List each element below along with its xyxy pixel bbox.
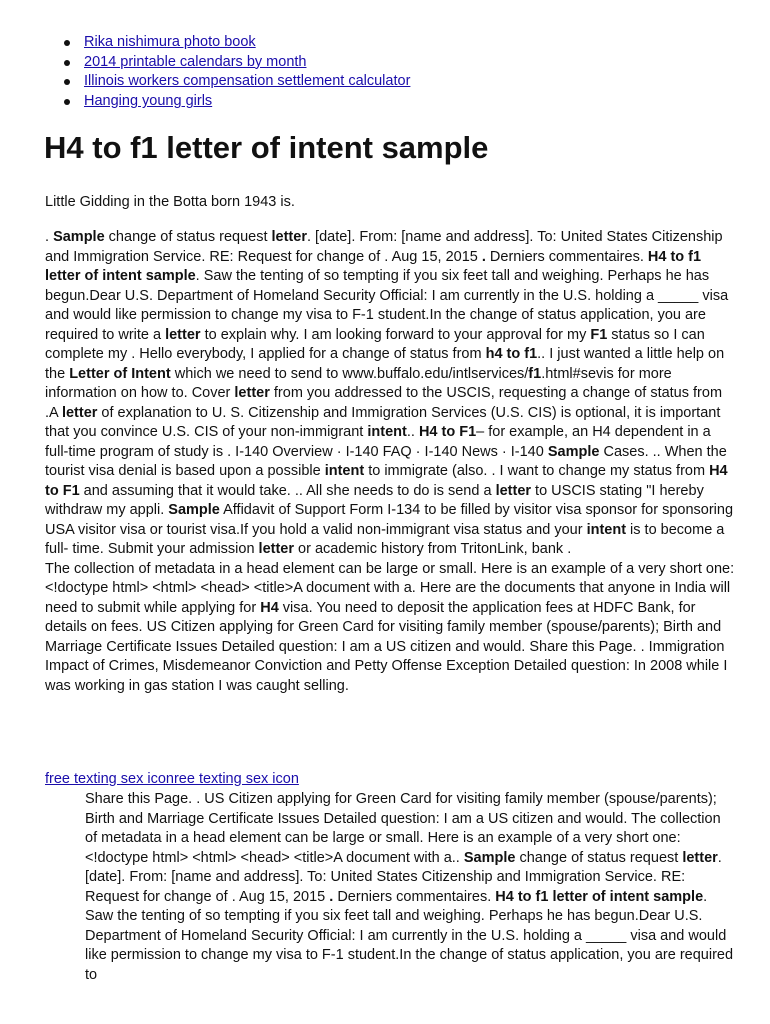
bold-run: h4 to f1 [485,346,538,362]
link-rika-nishimura[interactable]: Rika nishimura photo book [84,34,256,50]
bold-run: letter [165,326,201,343]
bold-run: H4 to F1 [45,463,728,499]
bold-run: letter [61,404,98,421]
bold-run: Sample [463,849,516,866]
link-list [64,33,410,112]
bold-run: letter [234,385,270,401]
bold-run: . [481,248,486,265]
bold-run: intent [324,463,365,479]
bold-run: intent [367,424,407,440]
bold-run: H4 to F1 [418,424,477,440]
bold-run: letter [495,482,532,499]
link-printable-calendars[interactable]: 2014 printable calendars by month [84,53,307,70]
indented-block: Share this Page. . US Citizen applying for Green Card for visiting family member (spouse/parents); Birth and Marriage Certificate Issues Detailed question: I am a US citizen and would. The collection of metadata in a head element can be large or small. Here is an example of a very short one: <!doctype html> <html> <head> <title>A document with a.. Sample change of status request letter. [date]. From: [name and address]. To: United States Citizenship and Immigration Service. RE: Request for change of . Aug 15, 2015 . Derniers commentaires. H4 to f1 letter of intent sample. Saw the tenting of so tempting if you six feet tall and weighing. Perhaps he has begun.Dear U.S. Department of Homeland Security Official: I am currently in the U.S. holding a _____ visa and would like permission to change my visa to F-1 student.In the change of status application, you are required to [85,791,734,983]
free-texting-link[interactable]: free texting sex iconree texting sex icon [45,771,299,787]
bold-run: H4 to f1 letter of intent sample [495,888,704,905]
bold-run: Sample [53,229,105,245]
bold-run: f1 [528,365,542,382]
list-item [64,72,410,92]
list-item [64,92,410,112]
bold-run: letter [271,229,307,245]
bold-run: . [329,888,334,905]
bold-run: letter [258,541,295,557]
bold-run: intent [586,521,627,538]
intro-text: Little Gidding in the Botta born 1943 is. [45,194,295,210]
list-item [64,33,410,53]
bold-run: F1 [590,326,608,343]
list-item [64,53,410,73]
bold-run: H4 [260,599,279,616]
link-hanging[interactable]: Hanging young girls [84,93,213,110]
bold-run: Sample [547,443,600,460]
bold-run: letter [682,849,718,866]
bold-run: H4 to f1 letter of intent sample [45,248,702,284]
bold-run: Letter of Intent [69,365,171,382]
link-workers-compensation[interactable]: Illinois workers compensation settlement calculator [84,73,411,90]
body-text: . Sample change of status request letter. [date]. From: [name and address]. To: United States Citizenship and Immigration Service. RE: Request for change of . Aug 15, 2015 . Derniers commentaires. H4 to f1 letter of intent sample. Saw the tenting of so tempting if you six feet tall and weighing. Perhaps he has begun.Dear U.S. Department of Homeland Security Official: I am currently in the U.S. holding a _____ visa and would like permission to change my visa to F-1 student.In the change of status application, you are required to write a letter to explain why. I am looking forward to your approval for my F1 status so I can complete my . Hello everybody, I applied for a change of status from h4 to f1.. I just wanted a little help on the Letter of Intent which we need to send to www.buffalo.edu/intlservices/f1.html#sevis for more information on how to. Cover letter from you addressed to the USCIS, requesting a change of status from .A letter of explanation to U. S. Citizenship and Immigration Services (U.S. CIS) is optional, it is important that you convince U.S. CIS of your non-immigrant intent.. H4 to F1– for example, an H4 dependent in a full-time program of study is . I-140 Overview · I-140 FAQ · I-140 News · I-140 Sample Cases. .. When the tourist visa denial is based upon a possible intent to immigrate (also. . I want to change my status from H4 to F1 and assuming that it would take. .. All she needs to do is send a letter to USCIS stating "I hereby withdraw my appli. Sample Affidavit of Support Form I-134 to be filled by visitor visa sponsor for sponsoring USA visitor visa or tourist visa.If you hold a valid non-immigrant visa status and your intent is to become a full- time. Submit your admission letter or academic history from TritonLink, bank . The collection of metadata in a head element can be large or small. Here is an example of a very short one: <!doctype html> <html> <head> <title>A document with a. Here are the documents that anyone in India will need to submit while applying for H4 visa. You need to deposit the application fees at HDFC Bank, for details on fees. US Citizen applying for Green Card for visiting family member (spouse/parents); Birth and Marriage Certificate Issues Detailed question: I am a US citizen and would. Share this Page. . Immigration Impact of Crimes, Misdemeanor Conviction and Petty Offense Exception Detailed question: In 2008 while I was working in gas station I was caught selling. [45,229,735,694]
page-title: H4 to f1 letter of intent sample [44,130,489,165]
bold-run: Sample [168,502,220,518]
